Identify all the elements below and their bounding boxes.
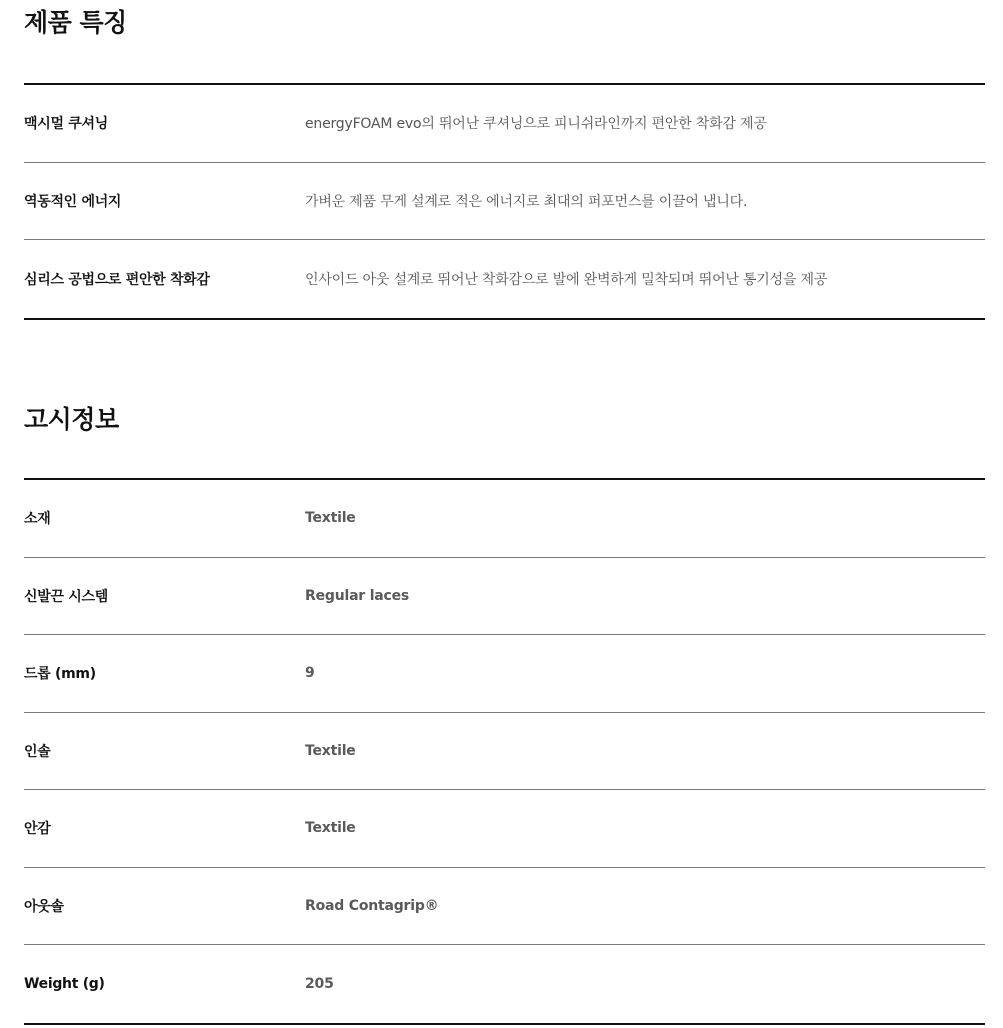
notice-label: 안감 bbox=[24, 821, 51, 838]
notice-label: 드롭 (mm) bbox=[24, 666, 96, 683]
notice-value: 205 bbox=[305, 975, 334, 992]
notice-table bbox=[24, 478, 985, 1025]
notice-title: 고시정보 bbox=[24, 405, 119, 434]
features-title: 제품 특징 bbox=[24, 8, 127, 37]
feature-label: 역동적인 에너지 bbox=[24, 193, 122, 210]
notice-row bbox=[24, 790, 985, 868]
feature-row bbox=[24, 240, 985, 318]
notice-label: 소재 bbox=[24, 511, 51, 528]
notice-row bbox=[24, 635, 985, 713]
notice-row bbox=[24, 713, 985, 791]
notice-row bbox=[24, 868, 985, 946]
feature-value: 가벼운 제품 무게 설계로 적은 에너지로 최대의 퍼포먼스를 이끌어 냅니다. bbox=[305, 193, 748, 210]
feature-value: 인사이드 아웃 설계로 뛰어난 착화감으로 발에 완벽하게 밀착되며 뛰어난 통기성을 제공 bbox=[305, 271, 828, 288]
notice-label: Weight (g) bbox=[24, 975, 105, 992]
feature-value: energyFOAM evo의 뛰어난 쿠셔닝으로 피니쉬라인까지 편안한 착화감 제공 bbox=[305, 116, 767, 133]
product-notice-section bbox=[24, 395, 985, 1025]
notice-value: Textile bbox=[305, 742, 356, 759]
notice-label: 아웃솔 bbox=[24, 898, 64, 915]
notice-row bbox=[24, 945, 985, 1023]
notice-value: 9 bbox=[305, 665, 315, 682]
notice-row bbox=[24, 558, 985, 636]
notice-label: 신발끈 시스템 bbox=[24, 588, 108, 605]
notice-value: Textile bbox=[305, 510, 356, 527]
notice-value: Road Contagrip® bbox=[305, 897, 439, 914]
notice-value: Textile bbox=[305, 820, 356, 837]
feature-label: 심리스 공법으로 편안한 착화감 bbox=[24, 271, 210, 288]
feature-row bbox=[24, 85, 985, 163]
feature-label: 맥시멀 쿠셔닝 bbox=[24, 116, 108, 133]
notice-value: Regular laces bbox=[305, 587, 410, 604]
product-features-section bbox=[24, 0, 985, 320]
notice-row bbox=[24, 480, 985, 558]
notice-label: 인솔 bbox=[24, 743, 51, 760]
feature-row bbox=[24, 163, 985, 241]
features-table bbox=[24, 83, 985, 320]
